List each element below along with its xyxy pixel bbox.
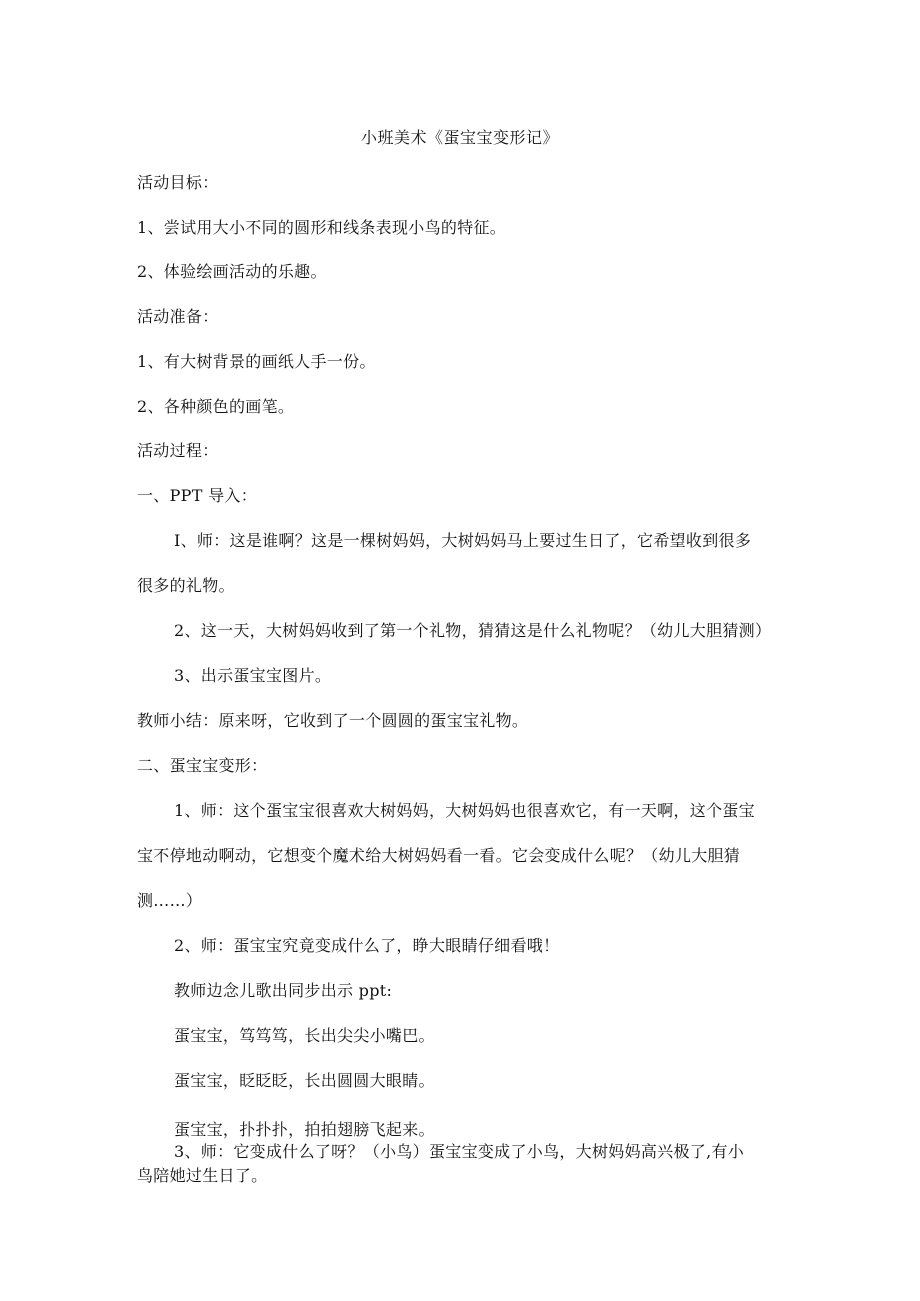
goals-heading: 活动目标： [137,173,219,192]
part-1-step-2: 2、这一天，大树妈妈收到了第一个礼物，猜猜这是什么礼物呢？（幼儿大胆猜测） [174,621,772,640]
part-1-step-1-line-1: I、师：这是谁啊？这是一棵树妈妈，大树妈妈马上要过生日了，它希望收到很多 [174,531,752,550]
part-2-step-1-line-3: 测……） [137,891,203,910]
part-2-step-1-line-1: 1、师：这个蛋宝宝很喜欢大树妈妈，大树妈妈也很喜欢它，有一天啊，这个蛋宝 [174,801,755,820]
part-1-step-3: 3、出示蛋宝宝图片。 [174,666,332,685]
part-2-step-3-line-1: 3、师：它变成什么了呀？（小鸟）蛋宝宝变成了小鸟，大树妈妈高兴极了,有小 [174,1142,745,1161]
prep-heading: 活动准备： [137,307,219,326]
rhyme-line-2: 蛋宝宝，眨眨眨，长出圆圆大眼睛。 [174,1071,435,1090]
part-2-step-1-line-2: 宝不停地动啊动，它想变个魔术给大树妈妈看一看。它会变成什么呢？（幼儿大胆猜 [137,846,741,865]
part-2-heading: 二、蛋宝宝变形： [137,756,268,775]
goal-item-1: 1、尝试用大小不同的圆形和线条表现小鸟的特征。 [137,218,507,237]
goal-item-2: 2、体验绘画活动的乐趣。 [137,262,327,281]
ppt-intro: 教师边念儿歌出同步出示 ppt: [174,981,393,1000]
prep-item-1: 1、有大树背景的画纸人手一份。 [137,352,376,371]
rhyme-line-3: 蛋宝宝，扑扑扑，拍拍翅膀飞起来。 [174,1120,435,1139]
part-2-step-2: 2、师：蛋宝宝究竟变成什么了，睁大眼睛仔细看哦！ [174,936,560,955]
part-2-step-3-line-2: 鸟陪她过生日了。 [137,1166,268,1185]
part-1-heading: 一、PPT 导入： [137,486,257,505]
rhyme-line-1: 蛋宝宝，笃笃笃，长出尖尖小嘴巴。 [174,1026,435,1045]
part-1-step-1-line-2: 很多的礼物。 [137,576,235,595]
teacher-summary: 教师小结：原来呀，它收到了一个圆圆的蛋宝宝礼物。 [137,711,529,730]
prep-item-2: 2、各种颜色的画笔。 [137,397,295,416]
document-title: 小班美术《蛋宝宝变形记》 [360,128,559,147]
process-heading: 活动过程： [137,441,219,460]
